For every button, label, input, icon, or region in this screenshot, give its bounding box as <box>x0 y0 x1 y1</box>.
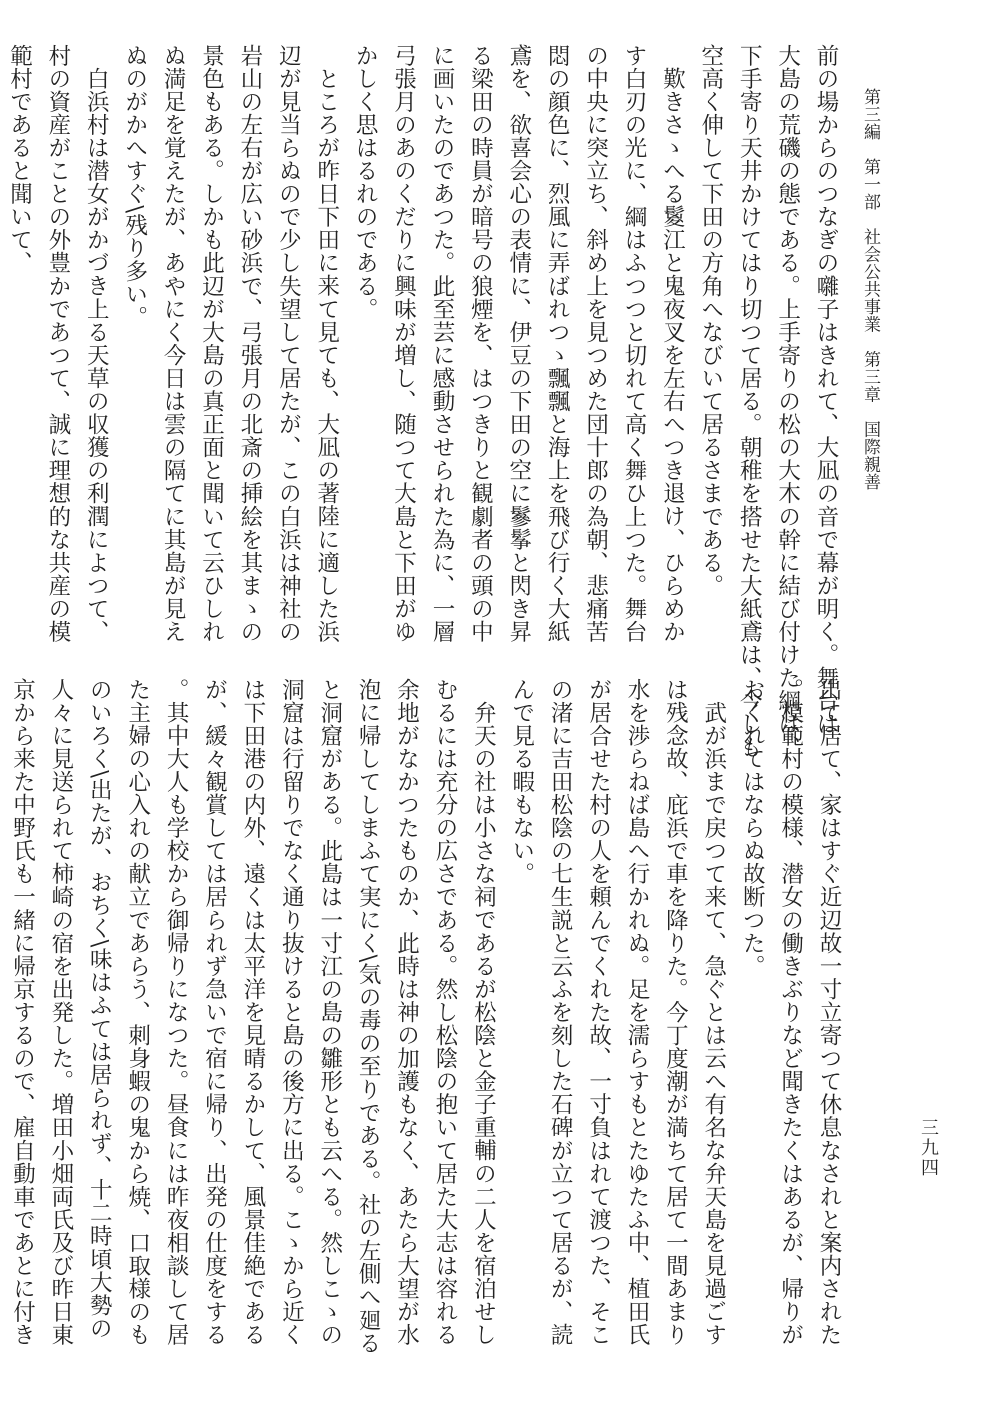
upper-text-block <box>6 44 845 759</box>
paragraph-bentenjima: 武が浜まで戻つて来て、急ぐとは云へ有名な弁天島を見過ごすは残念故、庇浜で車を降りた。今丁度潮が満ちて居て一間あまり水を渉らねば島へ行かれぬ。足を濡らすもとたゆたふ中、植田氏が居合せた村の人を頼んでくれた故、一寸負はれて渡つた、そこの渚に吉田松陰の七生説と云ふを刻した石碑が立つて居るが、読んで見る暇もない。 <box>508 678 727 1347</box>
paragraph-shrine-departure: 弁天の社は小さな祠であるが松陰と金子重輔の二人を宿泊せしむるには充分の広さである。然し松陰の抱いて居た大志は容れる余地がなかつたものか、此時は神の加護もなく、あたら大望が水泡に帰してしまふて実にく\気の毒の至りである。社の左側へ廻ると洞窟がある。此島は一寸江の島の雛形とも云へる。然しこゝの洞窟は行留りでなく通り抜けると島の後方に出る。こゝから近くは下田港の内外、遠くは太平洋を見晴るかして、風景佳絶であるが、緩々観賞しては居られず急いで宿に帰り、出発の仕度をする。其中大人も学校から御帰りになつた。昼食には昨夜相談して居た主婦の心入れの献立であらう、刺身蝦の鬼から焼、口取様のものいろく\出たが、おちく\味はふては居られず、十二時頃大勢の人々に見送られて柿崎の宿を出発した。増田小畑両氏及び昨日東京から来た中野氏も一緒に帰京するので、雇自動車であとに付き <box>9 678 497 1355</box>
text-line: 大島の荒磯の態である。上手寄りの松の大木の幹に結び付けた綱は、 <box>774 44 801 759</box>
text-line: 前の場からのつなぎの囃子はきれて、大凪の音で幕が明く。舞台は <box>813 44 839 736</box>
lower-text-block <box>9 678 848 1358</box>
paragraph-shirahama-beach: ところが昨日下田に来て見ても、大凪の著陸に適した浜辺が見当らぬので少し失望して居たが、この白浜は神社の岩山の左右が広い砂浜で、弓張月の北斎の挿絵を其まゝの景色もある。しかも此辺が大島の真正面と聞いて云ひしれぬ満足を覚えたが、あやにく今日は雲の隔てに其島が見えぬのがかへすぐ\残り多い。 <box>121 44 340 644</box>
page-number: 三九四 <box>918 1118 939 1178</box>
paragraph-kabuki-scene <box>691 44 845 759</box>
paragraph-continued: 出て居て、家はすぐ近辺故一寸立寄つて休息なされと案内された。模範村の模様、潜女の働きぶりなど聞きたくはあるが、帰りがおくれてはならぬ故断つた。 <box>739 678 842 1347</box>
running-header: 第三編 第一部 社会公共事業 第三章 国際親善 <box>860 88 880 491</box>
paragraph-tametomo: 歎きさゝへる鬉江と鬼夜叉を左右へつき退け、ひらめかす白刃の光に、綱はふつつと切れて高く舞ひ上つた。舞台の中央に突立ち、斜め上を見つめた団十郎の為朝、悲痛苦悶の顔色に、烈風に弄ばれつゝ飄飄と海上を飛び行く大紙鳶を、欲喜会心の表情に、伊豆の下田の空に鬖鬇と閃き昇る梁田の時員が暗号の狼煙を、はつきりと観劇者の頭の中に画いたのであつた。此至芸に感動させられた為に、一層弓張月のあのくだりに興味が増し、随つて大島と下田がゆかしく思はるれのである。 <box>352 44 686 644</box>
text-line: 下手寄り天井かけてはり切つて居る。朝稚を搭せた大紙鳶は、今しも <box>736 44 763 759</box>
text-line: 空高く伸して下田の方角へなびいて居るさまである。 <box>697 44 724 598</box>
paragraph-model-village: 白浜村は潜女がかづき上る天草の収獲の利潤によつて、村の資産がことの外豊かであつて、誠に理想的な共産の模範村であると聞いて、 <box>6 44 110 644</box>
